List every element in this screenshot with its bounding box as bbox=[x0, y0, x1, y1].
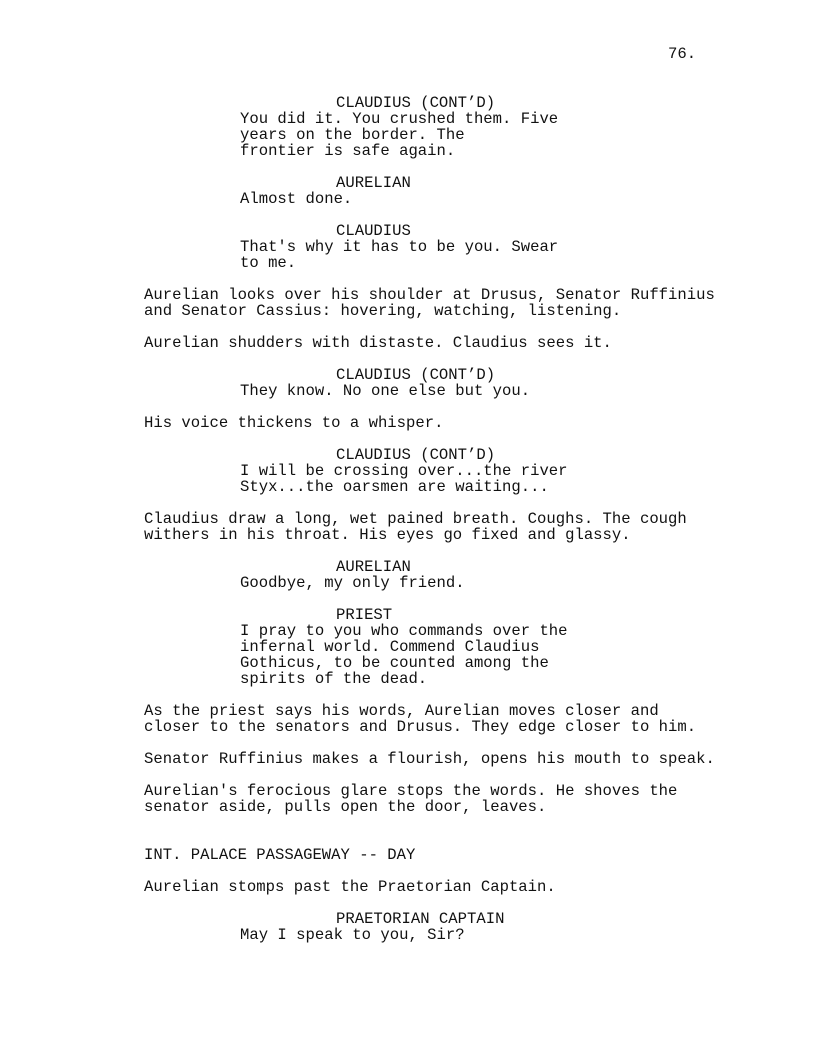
scene-heading: INT. PALACE PASSAGEWAY -- DAY bbox=[144, 846, 416, 864]
action-paragraph: As the priest says his words, Aurelian moves closer and closer to the senators and Drusus. They edge closer to him. bbox=[144, 702, 697, 736]
dialogue-line: They know. No one else but you. bbox=[240, 382, 531, 400]
character-cue: AURELIAN bbox=[336, 558, 411, 576]
action-paragraph: Senator Ruffinius makes a flourish, opens his mouth to speak. bbox=[144, 750, 715, 768]
page-number: 76. bbox=[668, 45, 697, 63]
dialogue-line: You did it. You crushed them. Five years on the border. The frontier is safe again. bbox=[240, 110, 559, 160]
dialogue-line: I pray to you who commands over the infernal world. Commend Claudius Gothicus, to be counted among the spirits of the dead. bbox=[240, 622, 568, 688]
action-paragraph: Aurelian shudders with distaste. Claudius sees it. bbox=[144, 334, 612, 352]
dialogue-line: Goodbye, my only friend. bbox=[240, 574, 465, 592]
character-cue: PRIEST bbox=[336, 606, 393, 624]
action-paragraph: His voice thickens to a whisper. bbox=[144, 414, 444, 432]
action-paragraph: Aurelian looks over his shoulder at Drusus, Senator Ruffinius and Senator Cassius: hovering, watching, listening. bbox=[144, 286, 715, 320]
dialogue-line: That's why it has to be you. Swear to me. bbox=[240, 238, 559, 272]
character-cue: CLAUDIUS bbox=[336, 222, 411, 240]
action-paragraph: Aurelian stomps past the Praetorian Captain. bbox=[144, 878, 556, 896]
action-paragraph: Aurelian's ferocious glare stops the words. He shoves the senator aside, pulls open the door, leaves. bbox=[144, 782, 678, 816]
dialogue-line: Almost done. bbox=[240, 190, 353, 208]
dialogue-line: I will be crossing over...the river Styx...the oarsmen are waiting... bbox=[240, 462, 568, 496]
action-paragraph: Claudius draw a long, wet pained breath. Coughs. The cough withers in his throat. His eyes go fixed and glassy. bbox=[144, 510, 687, 544]
dialogue-line: May I speak to you, Sir? bbox=[240, 926, 465, 944]
character-cue: AURELIAN bbox=[336, 174, 411, 192]
character-cue: PRAETORIAN CAPTAIN bbox=[336, 910, 505, 928]
character-cue: CLAUDIUS (CONT’D) bbox=[336, 94, 496, 112]
character-cue: CLAUDIUS (CONT’D) bbox=[336, 446, 496, 464]
character-cue: CLAUDIUS (CONT’D) bbox=[336, 366, 496, 384]
